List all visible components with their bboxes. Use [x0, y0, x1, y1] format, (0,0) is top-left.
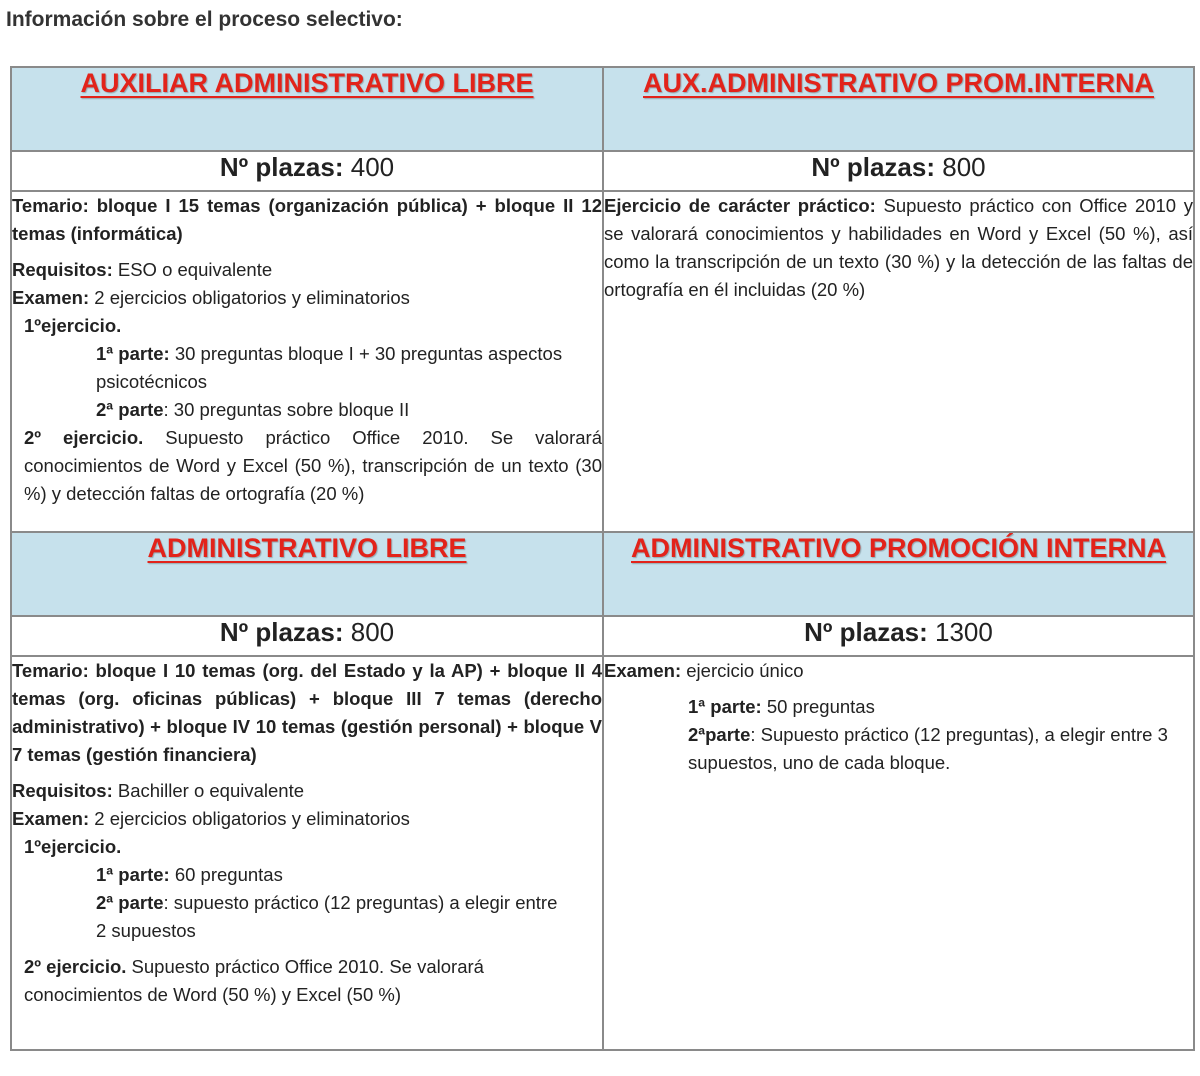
section-title: ADMINISTRATIVO LIBRE: [147, 533, 467, 563]
section-title: AUX.ADMINISTRATIVO PROM.INTERNA: [643, 68, 1154, 98]
section-body-aux-prom: [603, 191, 1194, 532]
ejercicio-2-value: Supuesto práctico Office 2010. Se valorará conocimientos de Word (50 %) y Excel (50 %): [24, 956, 484, 1005]
parte-value: : Supuesto práctico (12 preguntas), a elegir entre 3 supuestos, uno de cada bloque.: [688, 724, 1168, 773]
page-title: Información sobre el proceso selectivo:: [6, 8, 403, 31]
section-header-adm-prom: [603, 532, 1194, 616]
ejercicio-2-label: 2º ejercicio.: [24, 956, 127, 977]
ejercicio-label: Ejercicio de carácter práctico:: [604, 195, 876, 216]
requisitos-value: Bachiller o equivalente: [117, 780, 305, 801]
ejercicio-1-label: 1ºejercicio.: [24, 836, 122, 857]
parte-label: 2ª parte: [96, 399, 164, 420]
plazas-value: 800: [942, 152, 986, 182]
parte-1-line: [12, 861, 602, 889]
examen-label: Examen:: [12, 287, 90, 308]
plazas-row: [603, 616, 1194, 656]
parte-label: 1ª parte:: [688, 696, 762, 717]
section-title: ADMINISTRATIVO PROMOCIÓN INTERNA: [631, 533, 1166, 563]
section-body-aux-libre: [11, 191, 603, 532]
plazas-row: [603, 151, 1194, 191]
parte-label: 1ª parte:: [96, 343, 170, 364]
plazas-label: Nº plazas:: [219, 152, 344, 182]
temario-text: Temario: bloque I 15 temas (organización pública) + bloque II 12 temas (informática): [12, 195, 602, 244]
parte-label: 1ª parte:: [96, 864, 170, 885]
parte-1-line: [12, 340, 602, 396]
examen-line: [604, 657, 1193, 685]
parte-2-line: [12, 889, 602, 945]
ejercicio-2-value: Supuesto práctico Office 2010. Se valorará conocimientos de Word y Excel (50 %), transcripción de un texto (30 %) y detección faltas de ortografía (20 %): [24, 427, 602, 504]
examen-value: 2 ejercicios obligatorios y eliminatorios: [94, 287, 410, 308]
ejercicio-value: Supuesto práctico con Office 2010 y se valorará conocimientos y habilidades en Word y Excel (50 %), así como la transcripción de un texto (30 %) y la detección de las faltas de ortografía en él incluidas (20 %): [604, 195, 1193, 300]
plazas-label: Nº plazas:: [811, 152, 935, 182]
requisitos-value: ESO o equivalente: [117, 259, 273, 280]
parte-2-line: [604, 721, 1193, 777]
section-title: AUXILIAR ADMINISTRATIVO LIBRE: [80, 68, 534, 98]
examen-value: ejercicio único: [686, 660, 804, 681]
parte-value: : 30 preguntas sobre bloque II: [163, 399, 410, 420]
ejercicio-1-label: 1ºejercicio.: [24, 315, 122, 336]
ejercicio-2-line: [12, 953, 602, 1009]
ejercicio-2-label: 2º ejercicio.: [24, 427, 144, 448]
ejercicio-line: [604, 192, 1193, 304]
section-body-adm-prom: [603, 656, 1194, 1050]
parte-label: 2ª parte: [96, 892, 164, 913]
parte-value: 30 preguntas bloque I + 30 preguntas aspectos psicotécnicos: [96, 343, 563, 392]
ejercicio-2-line: [12, 424, 602, 508]
section-body-adm-libre: [11, 656, 603, 1050]
plazas-row: [11, 616, 603, 656]
plazas-value: 800: [350, 617, 395, 647]
plazas-label: Nº plazas:: [804, 617, 928, 647]
examen-label: Examen:: [12, 808, 90, 829]
examen-line: [12, 805, 602, 833]
parte-value: : supuesto práctico (12 preguntas) a elegir entre 2 supuestos: [96, 892, 558, 941]
section-header-aux-libre: [11, 67, 603, 151]
requisitos-label: Requisitos:: [12, 780, 113, 801]
plazas-value: 400: [350, 152, 395, 182]
parte-value: 60 preguntas: [174, 864, 283, 885]
section-header-adm-libre: [11, 532, 603, 616]
parte-2-line: [12, 396, 602, 424]
requisitos-label: Requisitos:: [12, 259, 113, 280]
examen-line: [12, 284, 602, 312]
plazas-row: [11, 151, 603, 191]
section-header-aux-prom: [603, 67, 1194, 151]
parte-1-line: [604, 693, 1193, 721]
plazas-value: 1300: [935, 617, 993, 647]
parte-value: 50 preguntas: [766, 696, 875, 717]
examen-label: Examen:: [604, 660, 682, 681]
parte-label: 2ªparte: [688, 724, 751, 745]
examen-value: 2 ejercicios obligatorios y eliminatorios: [94, 808, 410, 829]
requisitos-line: [12, 777, 602, 805]
plazas-label: Nº plazas:: [219, 617, 344, 647]
requisitos-line: [12, 256, 602, 284]
temario-text: Temario: bloque I 10 temas (org. del Estado y la AP) + bloque II 4 temas (org. oficinas públicas) + bloque III 7 temas (derecho administrativo) + bloque IV 10 temas (gestión personal) + bloque V 7 temas (gestión financiera): [12, 660, 602, 765]
selection-process-table: [10, 66, 1195, 1051]
